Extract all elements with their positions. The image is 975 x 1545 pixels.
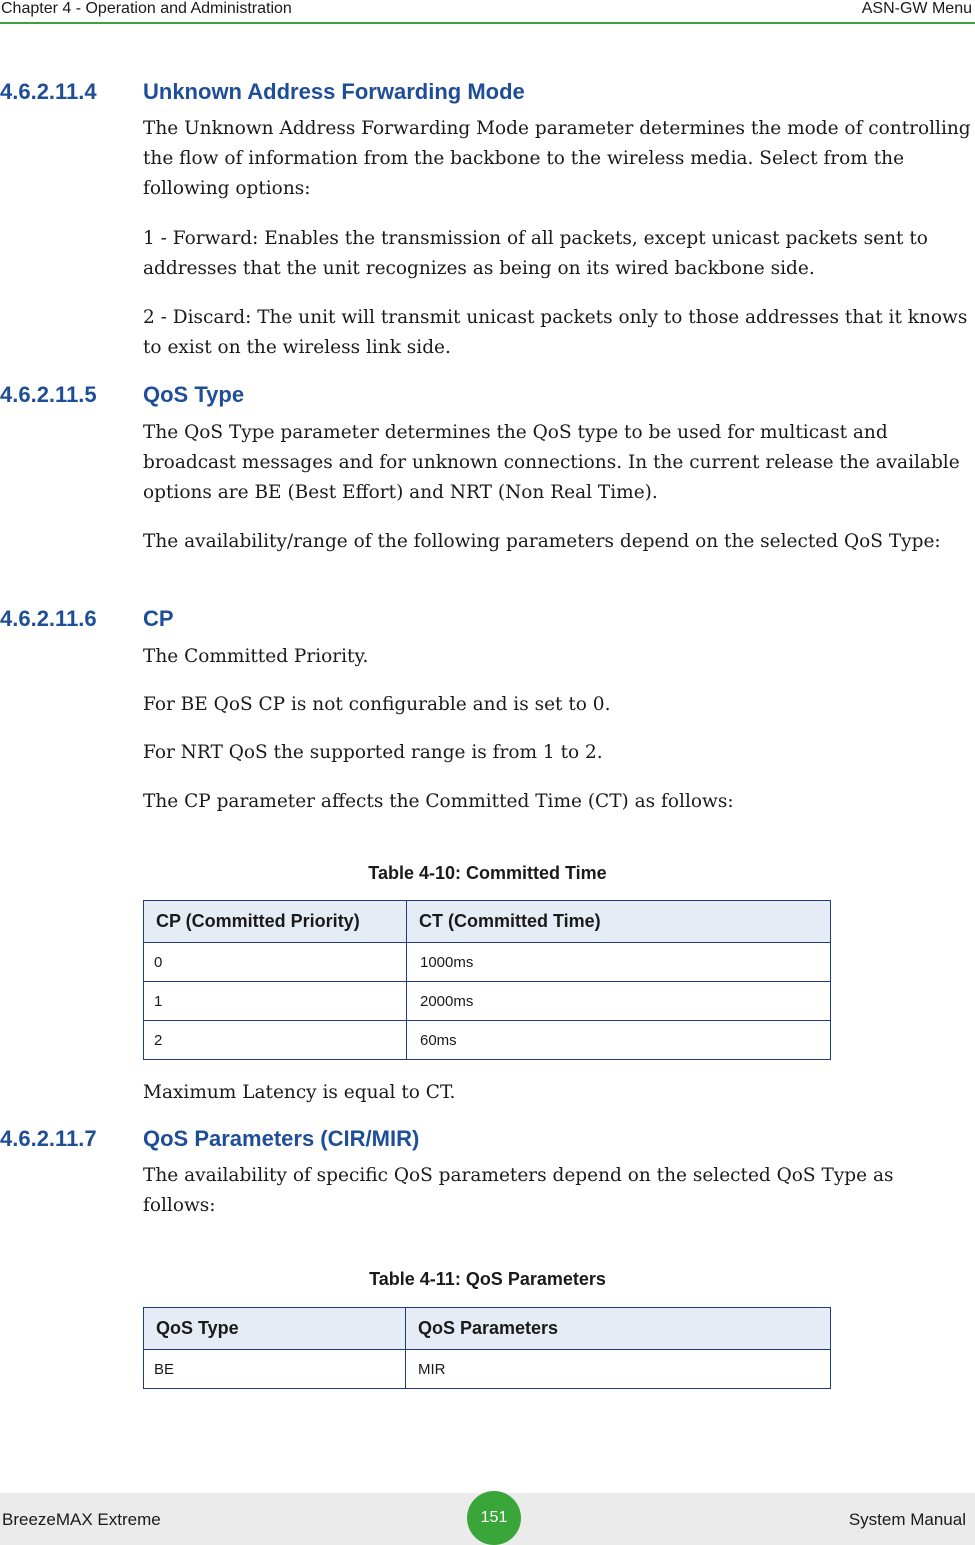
table-caption: Table 4-11: QoS Parameters	[369, 1269, 606, 1289]
table-caption: Table 4-10: Committed Time	[368, 863, 607, 883]
page-number-badge: 151	[467, 1491, 521, 1545]
column-header: CT (Committed Time)	[407, 901, 831, 943]
footer-product: BreezeMAX Extreme	[2, 1510, 161, 1529]
section-number: 4.6.2.11.7	[0, 1126, 97, 1151]
table-cell: 0	[144, 943, 407, 982]
paragraph: Maximum Latency is equal to CT.	[143, 1082, 456, 1103]
paragraph: The Unknown Address Forwarding Mode parameter determines the mode of controlling the flow of information from the backbone to the wireless media. Select from the following options:	[143, 118, 971, 199]
paragraph: The availability of specific QoS parameters depend on the selected QoS Type as follows:	[143, 1165, 894, 1216]
column-header: QoS Type	[144, 1308, 406, 1350]
table-cell: 1000ms	[407, 943, 831, 982]
paragraph: The QoS Type parameter determines the QoS type to be used for multicast and broadcast messages and for unknown connections. In the current release the available options are BE (Best Effort) and NRT (Non Real Time).	[143, 422, 960, 503]
table-cell: 2000ms	[407, 982, 831, 1021]
table-cell: 2	[144, 1021, 407, 1060]
table-cell: MIR	[406, 1350, 831, 1389]
paragraph: 2 - Discard: The unit will transmit unicast packets only to those addresses that it knows to exist on the wireless link side.	[143, 307, 968, 358]
section-title: Unknown Address Forwarding Mode	[143, 79, 525, 104]
committed-time-table	[143, 900, 831, 1060]
column-header: CP (Committed Priority)	[144, 901, 407, 943]
paragraph: For NRT QoS the supported range is from 1 to 2.	[143, 742, 603, 763]
footer-document: System Manual	[848, 1510, 966, 1529]
paragraph: 1 - Forward: Enables the transmission of all packets, except unicast packets sent to addresses that the unit recognizes as being on its wired backbone side.	[143, 228, 928, 279]
table-cell: 1	[144, 982, 407, 1021]
column-header: QoS Parameters	[406, 1308, 831, 1350]
section-title: CP	[143, 606, 174, 631]
table-row	[144, 1350, 831, 1389]
section-title: QoS Parameters (CIR/MIR)	[143, 1126, 420, 1151]
table-cell: BE	[144, 1350, 406, 1389]
section-number: 4.6.2.11.4	[0, 79, 97, 104]
section-title: QoS Type	[143, 382, 245, 407]
table-header-row	[144, 901, 831, 943]
paragraph: For BE QoS CP is not configurable and is set to 0.	[143, 694, 611, 715]
table-cell: 60ms	[407, 1021, 831, 1060]
table-header-row	[144, 1308, 831, 1350]
header-section: ASN-GW Menu	[861, 0, 972, 17]
table-row	[144, 943, 831, 982]
paragraph: The availability/range of the following parameters depend on the selected QoS Type:	[143, 531, 941, 552]
qos-parameters-table	[143, 1307, 831, 1389]
table-row	[144, 1021, 831, 1060]
page-footer	[0, 1493, 975, 1545]
table-row	[144, 982, 831, 1021]
paragraph: The Committed Priority.	[143, 646, 369, 667]
paragraph: The CP parameter affects the Committed Time (CT) as follows:	[143, 791, 734, 812]
section-number: 4.6.2.11.5	[0, 382, 97, 407]
section-number: 4.6.2.11.6	[0, 606, 97, 631]
page-header	[0, 0, 975, 24]
header-chapter: Chapter 4 - Operation and Administration	[1, 0, 292, 17]
